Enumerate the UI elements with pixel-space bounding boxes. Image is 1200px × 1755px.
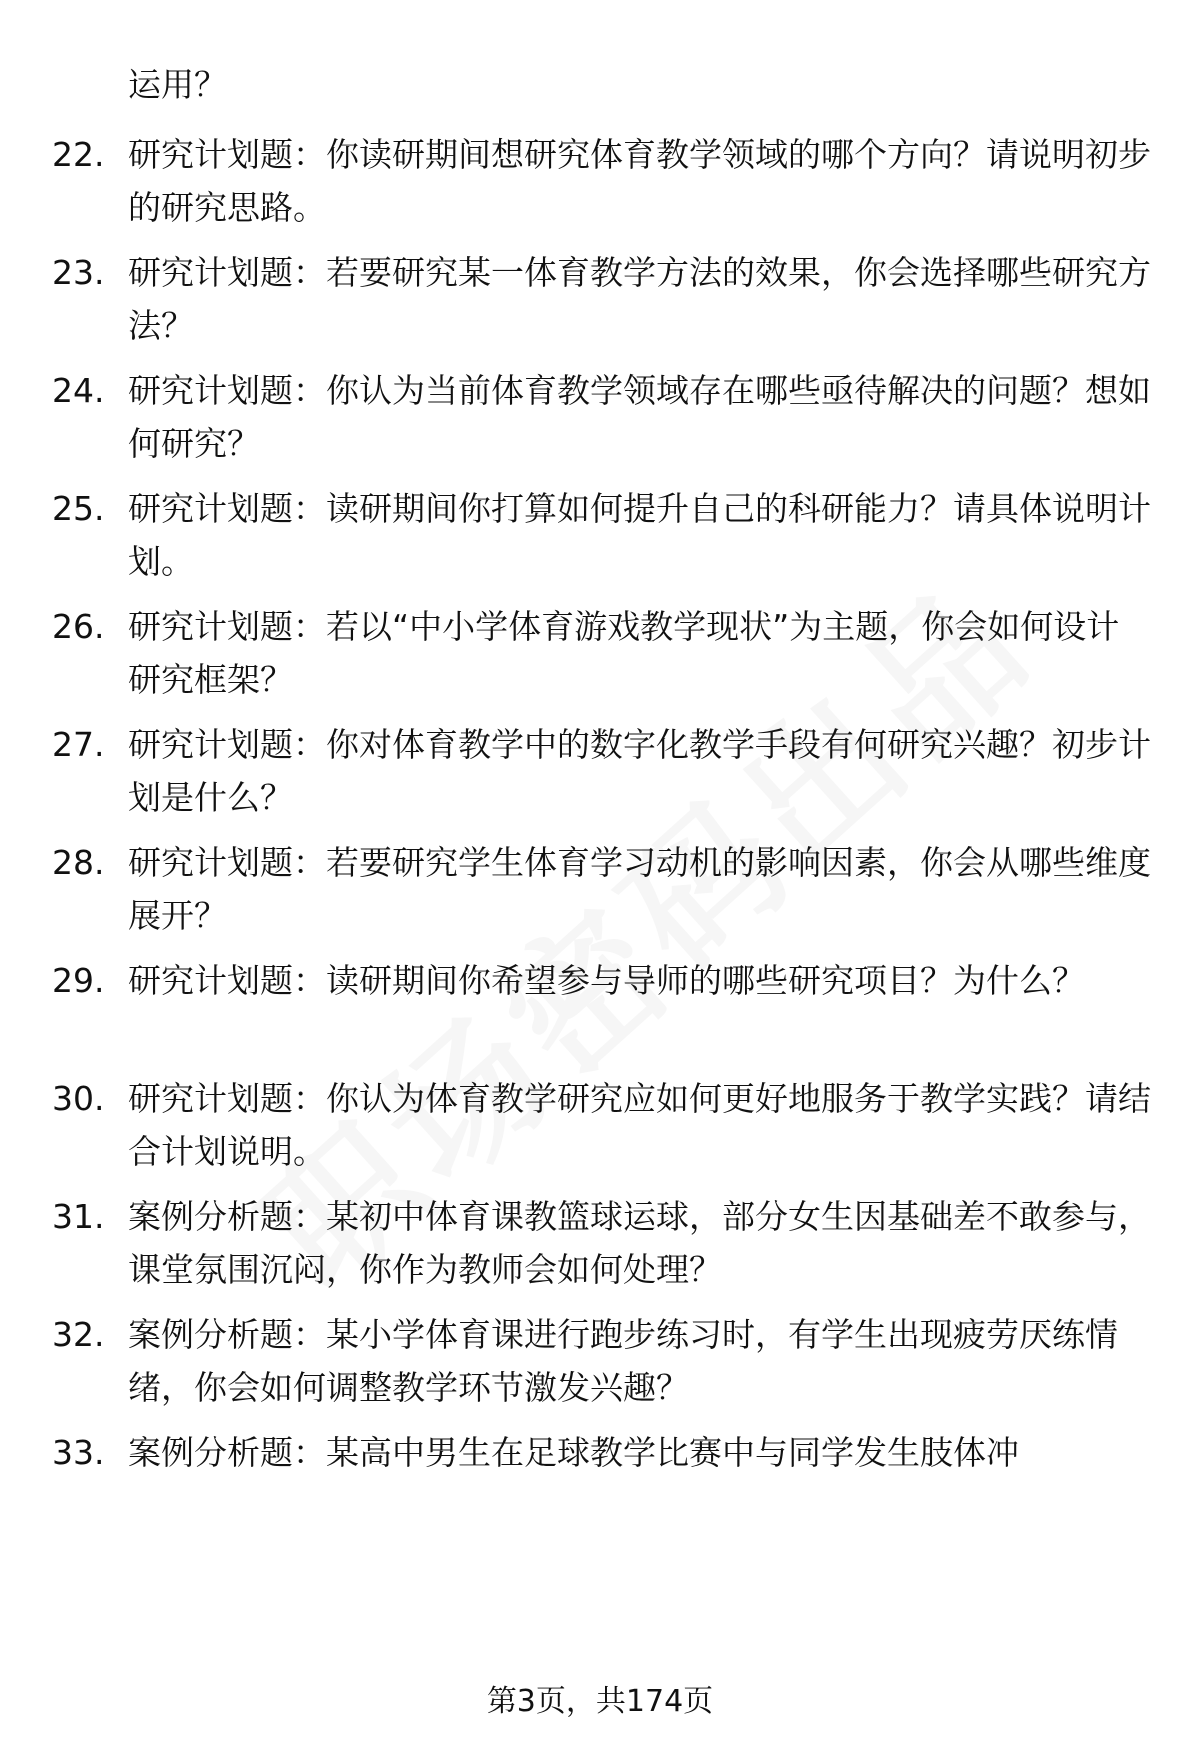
question-item xyxy=(52,954,1152,1007)
question-text: 案例分析题：某高中男生在足球教学比赛中与同学发生肢体冲 xyxy=(128,1433,1019,1472)
question-text: 研究计划题：你认为当前体育教学领域存在哪些亟待解决的问题？想如何研究？ xyxy=(128,371,1151,463)
question-text: 研究计划题：若要研究某一体育教学方法的效果，你会选择哪些研究方法？ xyxy=(128,253,1151,345)
question-item xyxy=(52,600,1152,706)
question-number: 31. xyxy=(52,1197,105,1236)
question-item xyxy=(52,836,1152,942)
question-number: 32. xyxy=(52,1315,105,1354)
question-item xyxy=(52,128,1152,234)
question-item xyxy=(52,482,1152,588)
question-number: 27. xyxy=(52,725,105,764)
continuation-text: 运用？ xyxy=(128,65,227,104)
question-number: 28. xyxy=(52,843,105,882)
question-number: 33. xyxy=(52,1433,105,1472)
question-text: 案例分析题：某小学体育课进行跑步练习时，有学生出现疲劳厌练情绪，你会如何调整教学环节激发兴趣？ xyxy=(128,1315,1118,1407)
question-number: 26. xyxy=(52,607,105,646)
question-text: 研究计划题：你读研期间想研究体育教学领域的哪个方向？请说明初步的研究思路。 xyxy=(128,135,1151,227)
question-number: 25. xyxy=(52,489,105,528)
page-footer: 第3页，共174页 xyxy=(486,1684,714,1719)
question-number: 22. xyxy=(52,135,105,174)
question-item xyxy=(52,364,1152,470)
question-text: 研究计划题：读研期间你希望参与导师的哪些研究项目？为什么？ xyxy=(128,961,1085,1000)
continuation-line xyxy=(52,58,1152,111)
question-number: 30. xyxy=(52,1079,105,1118)
question-item xyxy=(52,246,1152,352)
question-number: 29. xyxy=(52,961,105,1000)
question-text: 研究计划题：若以“中小学体育游戏教学现状”为主题，你会如何设计研究框架？ xyxy=(128,607,1120,699)
question-number: 23. xyxy=(52,253,105,292)
question-text: 研究计划题：你对体育教学中的数字化教学手段有何研究兴趣？初步计划是什么？ xyxy=(128,725,1151,817)
question-item xyxy=(52,1072,1152,1178)
question-number: 24. xyxy=(52,371,105,410)
question-item xyxy=(52,1190,1152,1296)
question-text: 研究计划题：你认为体育教学研究应如何更好地服务于教学实践？请结合计划说明。 xyxy=(128,1079,1151,1171)
question-item xyxy=(52,1426,1152,1479)
question-text: 研究计划题：读研期间你打算如何提升自己的科研能力？请具体说明计划。 xyxy=(128,489,1151,581)
question-text: 研究计划题：若要研究学生体育学习动机的影响因素，你会从哪些维度展开？ xyxy=(128,843,1151,935)
question-text: 案例分析题：某初中体育课教篮球运球，部分女生因基础差不敢参与，课堂氛围沉闷，你作为教师会如何处理？ xyxy=(128,1197,1151,1289)
question-item xyxy=(52,1308,1152,1414)
question-item xyxy=(52,718,1152,824)
